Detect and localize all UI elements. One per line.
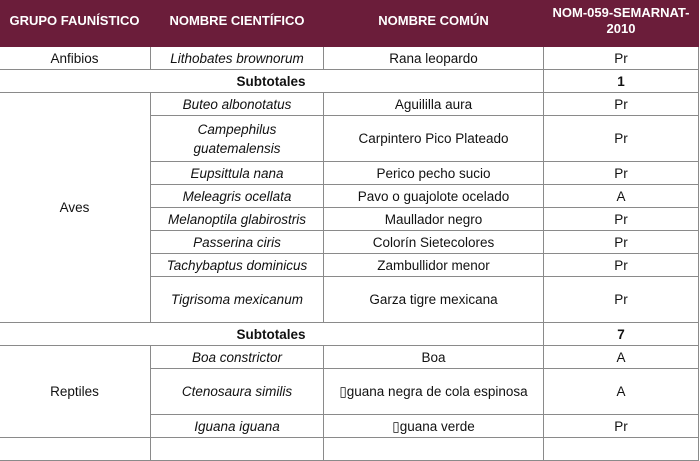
- common-name-text: guana negra de cola espinosa: [346, 384, 528, 399]
- common-name: Zambullidor menor: [324, 254, 544, 277]
- nom-status: A: [544, 346, 699, 369]
- header-nom: NOM-059-SEMARNAT-2010: [544, 0, 699, 47]
- nom-status: Pr: [544, 231, 699, 254]
- common-name: Maullador negro: [324, 208, 544, 231]
- common-name: Garza tigre mexicana: [324, 277, 544, 323]
- subtotal-value: 1: [544, 70, 699, 93]
- scientific-name: Lithobates brownorum: [151, 47, 324, 70]
- header-cientifico: NOMBRE CIENTÍFICO: [151, 0, 324, 47]
- subtotal-row: [0, 323, 699, 346]
- subtotal-label: Subtotales: [0, 323, 544, 346]
- nom-status: Pr: [544, 162, 699, 185]
- scientific-name: Melanoptila glabirostris: [151, 208, 324, 231]
- header-row: [0, 0, 699, 47]
- common-name: Perico pecho sucio: [324, 162, 544, 185]
- common-name: [324, 415, 544, 438]
- scientific-name: Campephilus guatemalensis: [151, 116, 324, 162]
- scientific-name: Passerina ciris: [151, 231, 324, 254]
- scientific-name: Ctenosaura similis: [151, 369, 324, 415]
- scientific-name: Tigrisoma mexicanum: [151, 277, 324, 323]
- subtotal-label: Subtotales: [0, 70, 544, 93]
- nom-status: Pr: [544, 277, 699, 323]
- group-name-anfibios: Anfibios: [0, 47, 151, 70]
- common-name: Pavo o guajolote ocelado: [324, 185, 544, 208]
- header-grupo: GRUPO FAUNÍSTICO: [0, 0, 151, 47]
- missing-glyph-icon: ▯: [392, 418, 400, 434]
- nom-status: Pr: [544, 254, 699, 277]
- nom-status: Pr: [544, 116, 699, 162]
- scientific-name: Boa constrictor: [151, 346, 324, 369]
- common-name-text: guana verde: [399, 418, 475, 434]
- header-comun: NOMBRE COMÚN: [324, 0, 544, 47]
- table-row: [0, 346, 699, 369]
- common-name: Colorín Sietecolores: [324, 231, 544, 254]
- common-name: Rana leopardo: [324, 47, 544, 70]
- nom-status: A: [544, 185, 699, 208]
- table-row-empty: [0, 438, 699, 461]
- nom-status: A: [544, 369, 699, 415]
- scientific-name: Eupsittula nana: [151, 162, 324, 185]
- nom-status: Pr: [544, 415, 699, 438]
- common-name: [324, 369, 544, 415]
- group-name-reptiles: Reptiles: [0, 346, 151, 438]
- nom-status: Pr: [544, 93, 699, 116]
- group-name-aves: Aves: [0, 93, 151, 323]
- scientific-name: Tachybaptus dominicus: [151, 254, 324, 277]
- scientific-name: Buteo albonotatus: [151, 93, 324, 116]
- table-row: [0, 93, 699, 116]
- common-name: Aguililla aura: [324, 93, 544, 116]
- subtotal-row: [0, 70, 699, 93]
- nom-status: Pr: [544, 47, 699, 70]
- common-name: Carpintero Pico Plateado: [324, 116, 544, 162]
- nom-status: Pr: [544, 208, 699, 231]
- table-row: [0, 47, 699, 70]
- common-name: Boa: [324, 346, 544, 369]
- subtotal-value: 7: [544, 323, 699, 346]
- missing-glyph-icon: ▯: [339, 384, 347, 399]
- scientific-name: Iguana iguana: [151, 415, 324, 438]
- scientific-name: Meleagris ocellata: [151, 185, 324, 208]
